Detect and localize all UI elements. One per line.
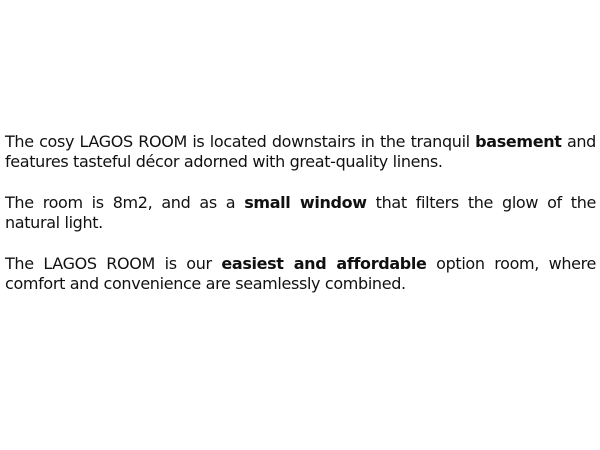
text-segment: The LAGOS ROOM is our [5,254,222,273]
highlight-easiest-affordable: easiest and affordable [221,254,427,273]
text-segment: that filters the glow of the natural light. [5,193,597,232]
text-segment: option room, where comfort and convenience are seamlessly combined. [5,254,597,293]
text-segment: The room is 8m2, and as a [5,193,245,212]
text-segment: and features tasteful décor adorned with great-quality linens. [5,132,596,171]
paragraph-pricing [5,254,596,294]
text-segment: The cosy LAGOS ROOM is located downstairs in the tranquil [5,132,476,151]
highlight-basement: basement [475,132,562,151]
paragraph-size [5,193,596,233]
paragraph-location [5,132,596,172]
highlight-small-window: small window [244,193,367,212]
